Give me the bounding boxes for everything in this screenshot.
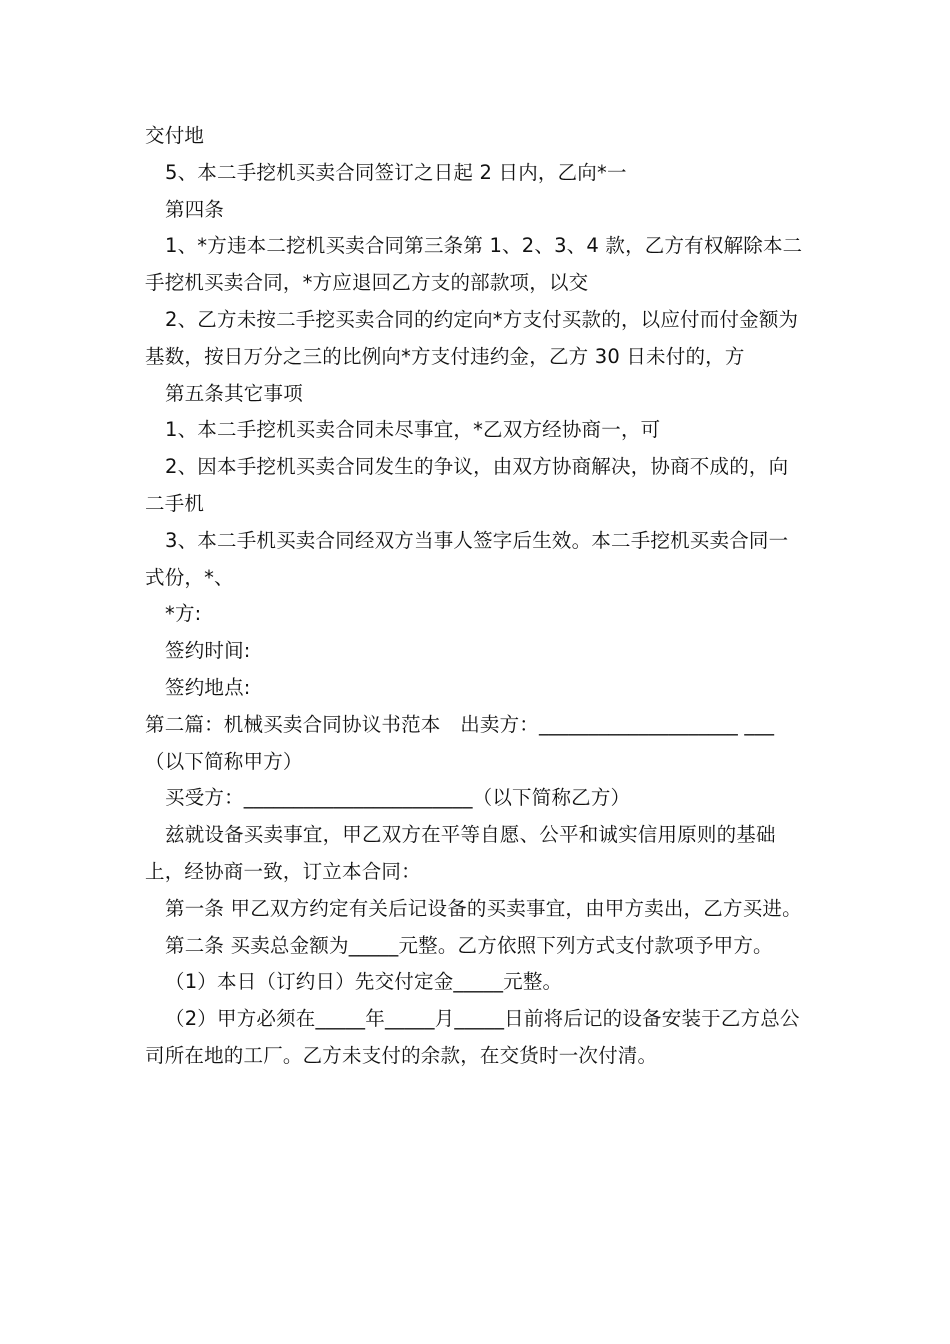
heading-part-two-seller: 第二篇：机械买卖合同协议书范本 出卖方：____________________ ___（以下简称甲方） (145, 712, 775, 773)
signature-party: *方: (165, 602, 202, 626)
paragraph-buyer: 买受方：_______________________（以下简称乙方） (165, 786, 631, 810)
paragraph-article4-item1: 1、*方违本二挖机买卖合同第三条第 1、2、3、4 款，乙方有权解除本二手挖机买卖合同，*方应退回乙方支的部款项，以交 (145, 234, 803, 295)
document-body (145, 118, 807, 1075)
signature-place: 签约地点: (165, 675, 251, 699)
paragraph-article5-item2: 2、因本手挖机买卖合同发生的争议，由双方协商解决，协商不成的，向二手机 (145, 455, 789, 515)
paragraph-article-2: 第二条 买卖总金额为_____元整。乙方依照下列方式支付款项予甲方。 (165, 933, 773, 957)
signature-time: 签约时间: (165, 639, 251, 663)
paragraph-article5-item3: 3、本二手机买卖合同经双方当事人签字后生效。本二手挖机买卖合同一式份，*、 (145, 528, 789, 589)
paragraph-payment-2: （2）甲方必须在_____年_____月_____日前将后记的设备安装于乙方总公司所在地的工厂。乙方未支付的余款，在交货时一次付清。 (145, 1007, 800, 1067)
heading-article-4: 第四条 (165, 197, 225, 221)
paragraph-article5-item1: 1、本二手挖机买卖合同未尽事宜，*乙双方经协商一，可 (165, 418, 661, 442)
paragraph-delivery-place: 交付地 (145, 124, 205, 147)
paragraph-article4-item2: 2、乙方未按二手挖买卖合同的约定向*方支付买款的，以应付而付金额为基数，按日万分之三的比例向*方支付违约金，乙方 30 日未付的，方 (145, 307, 799, 368)
paragraph-preamble: 兹就设备买卖事宜，甲乙双方在平等自愿、公平和诚实信用原则的基础上，经协商一致，订立本合同： (145, 823, 776, 883)
paragraph-article-1: 第一条 甲乙双方约定有关后记设备的买卖事宜，由甲方卖出，乙方买进。 (165, 896, 802, 920)
paragraph-payment-1: （1）本日（订约日）先交付定金_____元整。 (165, 970, 563, 994)
heading-article-5: 第五条其它事项 (165, 381, 303, 405)
paragraph-clause-5: 5、本二手挖机买卖合同签订之日起 2 日内，乙向*一 (165, 160, 627, 184)
